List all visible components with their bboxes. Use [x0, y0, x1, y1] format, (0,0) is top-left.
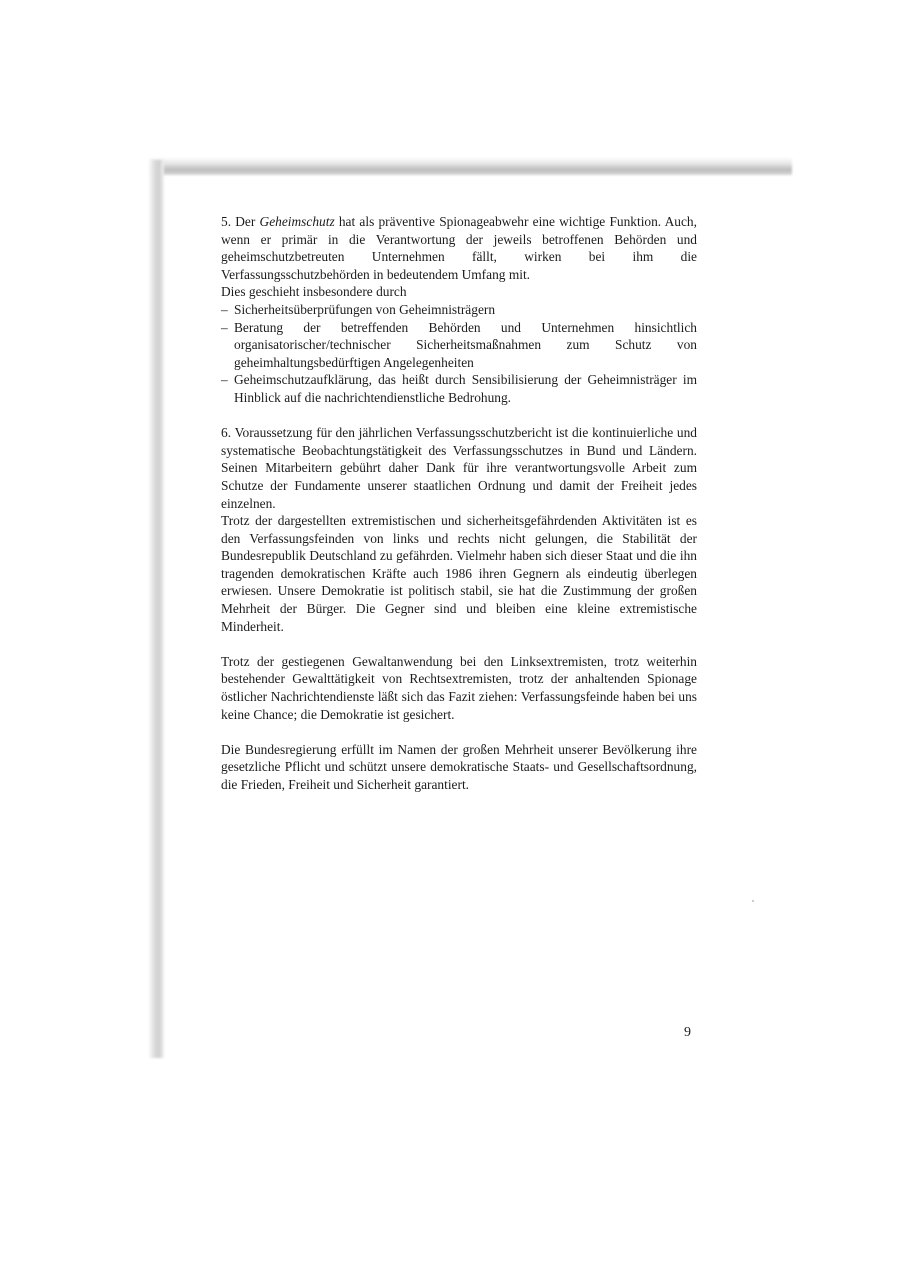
section-6-paragraph-2: Trotz der dargestellten extremistischen und sicherheitsgefährdenden Aktivitäten ist es den Verfassungsfeinden von links und rechts nicht gelungen, die Stabilität der Bundesrepublik Deutschland zu gefährden. Vielmehr haben sich dieser Staat und die ihn tragenden demokratischen Kräfte auch 1986 ihren Gegnern als eindeutig überlegen erwiesen. Unsere Demokratie ist politisch stabil, sie hat die Zustimmung der großen Mehrheit der Bürger. Die Gegner sind und bleiben eine kleine extremistische Minderheit.: [221, 513, 697, 634]
conclusion-paragraph-2: Die Bundesregierung erfüllt im Namen der großen Mehrheit unserer Bevölkerung ihre gesetzliche Pflicht und schützt unsere demokratische Staats- und Gesellschaftsordnung, die Frieden, Freiheit und Sicherheit garantiert.: [221, 741, 697, 792]
conclusion-paragraph-1: Trotz der gestiegenen Gewaltanwendung bei den Linksextremisten, trotz weiterhin bestehender Gewalttätigkeit von Rechtsextremisten, trotz der anhaltenden Spionage östlicher Nachrichtendienste läßt sich das Fazit ziehen: Verfassungsfeinde haben bei uns keine Chance; die Demokratie ist gesichert.: [221, 653, 697, 722]
section-5-text: hat als präventive Spionageabwehr eine wichtige Funktion. Auch, wenn er primär in die Verantwortung der jeweils betroffenen Behörden und geheimschutzbetreuten Unternehmen fällt, wirken bei ihm die Verfassungsschutzbehörden in bedeutendem Umfang mit.: [221, 214, 697, 282]
section-6-text: Voraussetzung für den jährlichen Verfassungsschutzbericht ist die kontinuierliche und systematische Beobachtungstätigkeit des Verfassungsschutzes in Bund und Ländern. Seinen Mitarbeitern gebührt daher Dank für ihre verantwortungsvolle Arbeit zum Schutze der Fundamente unserer staatlichen Ordnung und damit der Freiheit jedes einzelnen.: [221, 425, 698, 511]
section-6-paragraph-1: [221, 424, 697, 512]
section-6-number: 6.: [221, 425, 232, 441]
list-item: – Sicherheitsüberprüfungen von Geheimnisträgern: [221, 301, 697, 319]
section-5-number: 5.: [221, 214, 232, 229]
scan-speck: [752, 900, 754, 902]
scan-shadow-left: [148, 160, 164, 1058]
section-5-lead: Der: [235, 214, 256, 229]
scan-shadow-top: [150, 157, 792, 175]
section-5-term: Geheimschutz: [259, 214, 335, 229]
document-body: [221, 213, 697, 794]
list-item: – Geheimschutzaufklärung, das heißt durch Sensibilisierung der Geheimnisträger im Hinblick auf die nachrichtendienstliche Bedrohung.: [221, 371, 697, 406]
section-5-paragraph: [221, 213, 697, 283]
list-item: – Beratung der betreffenden Behörden und Unternehmen hinsichtlich organisatorischer/technischer Sicherheitsmaßnahmen zum Schutz von geheimhaltungsbedürftigen Angelegenheiten: [221, 319, 697, 372]
page-number: 9: [684, 1025, 691, 1040]
section-5-list: [221, 301, 697, 407]
section-5-list-intro: Dies geschieht insbesondere durch: [221, 284, 407, 300]
